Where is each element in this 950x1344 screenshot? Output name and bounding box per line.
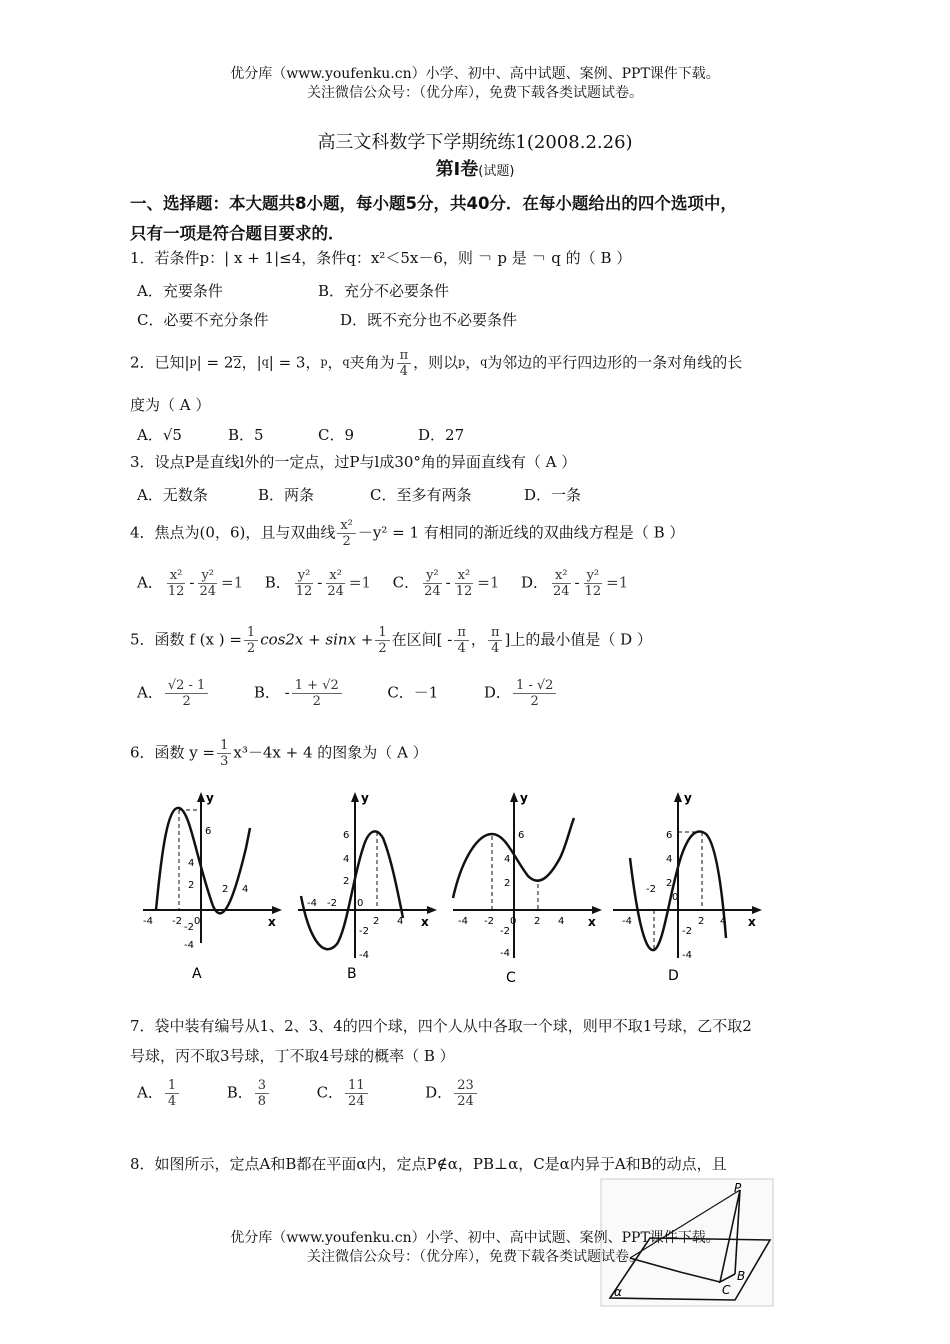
fig-label-b: B	[737, 1269, 746, 1283]
section-line-1: 一、选择题：本大题共8小题，每小题5分，共40分．在每小题给出的四个选项中，	[130, 194, 737, 213]
vector-p-3: p	[458, 355, 466, 369]
q7-d-frac: $\frac{23}{24}$	[454, 1078, 477, 1109]
q7-options	[137, 1078, 479, 1109]
graph-d-tick-y4: 4	[666, 854, 673, 865]
q4-c-frac1: $\frac{\text{y²}}{24}$	[424, 568, 441, 599]
q3-option-b: B．两条	[258, 486, 315, 504]
graph-d-tick-4: 4	[720, 916, 727, 927]
q4-b-eq: =1	[348, 573, 372, 592]
graph-d-tick-m2: -2	[646, 884, 656, 895]
q7-a-frac: $\frac{1}{4}$	[165, 1078, 179, 1109]
q2-option-d: D．27	[418, 426, 465, 444]
graph-c-tick-y4: 4	[504, 854, 511, 865]
graph-b-curve	[301, 831, 403, 949]
graph-b-tick-y2: 2	[343, 876, 350, 887]
q4-d-frac2: $\frac{\text{y²}}{12}$	[584, 568, 602, 599]
q1-option-d: D．既不充分也不必要条件	[340, 311, 518, 329]
q4-frac-x2-2: $\frac{\text{x²}}{2}$	[337, 518, 356, 549]
exam-part-note: (试题)	[478, 164, 515, 179]
graph-a-x-label: x	[268, 915, 276, 929]
question-4-stem	[130, 518, 684, 549]
q4-d-frac1: $\frac{\text{x²}}{24}$	[552, 568, 570, 599]
q2-text-b: | = 2	[196, 353, 234, 372]
graph-c-x-label: x	[588, 915, 596, 929]
graph-d-tick-2: 2	[698, 916, 705, 927]
q3-option-d: D．一条	[524, 486, 582, 504]
graph-c-tick-m4: -4	[458, 916, 468, 927]
q5-pi4-1: $\frac{\pi}{4}$	[454, 625, 469, 656]
graph-b-label: B	[347, 966, 357, 982]
graph-d-x-arrow	[752, 906, 762, 914]
graph-c	[453, 791, 602, 986]
question-3-stem: 3．设点P是直线l外的一定点，过P与l成30°角的异面直线有（ A ）	[130, 453, 577, 471]
q2-text-f: 夹角为	[349, 353, 395, 372]
footer-line-1: 优分库（www.youfenku.cn）小学、初中、高中试题、案例、PPT课件下载。	[230, 1230, 720, 1246]
question-7-stem-2: 号球，丙不取3号球，丁不取4号球的概率（ B ）	[130, 1047, 455, 1065]
q5-text-a: 5．函数 f (x ) =	[130, 630, 242, 649]
question-2-stem-2: 度为（ A ）	[130, 396, 211, 414]
q5-b-frac: $\frac{1 + √2}{2}$	[292, 678, 342, 709]
vector-q-2: q	[342, 355, 350, 369]
graph-b-y-label: y	[361, 791, 369, 805]
q2-option-b: B．5	[228, 426, 264, 444]
q4-b-frac1: $\frac{\text{y²}}{12}$	[295, 568, 313, 599]
q6-text-a: 6．函数 y =	[130, 743, 216, 762]
graph-a	[143, 791, 282, 982]
q2-text-d: | = 3，	[268, 353, 321, 372]
q4-option-c-label: C．	[392, 573, 420, 592]
q4-option-d-label: D．	[520, 573, 548, 592]
graph-b-x-arrow	[427, 906, 437, 914]
graph-d-tick-ym2: -2	[682, 926, 692, 937]
q2-text-h: ，	[465, 353, 481, 372]
section-line-2: 只有一项是符合题目要求的．	[130, 224, 345, 243]
q7-option-c-label: C．	[316, 1083, 344, 1102]
q1-option-b: B．充分不必要条件	[318, 282, 450, 300]
graph-c-label: C	[506, 970, 516, 986]
graph-a-tick-2: 2	[222, 884, 229, 895]
graph-b	[298, 791, 437, 982]
q2-angle-frac: $\frac{\pi}{4}$	[397, 348, 412, 379]
graph-a-x-arrow	[272, 906, 282, 914]
graph-d	[613, 791, 762, 984]
graph-c-tick-y2: 2	[504, 878, 511, 889]
vector-q: q	[261, 355, 269, 369]
graph-a-curve	[156, 808, 250, 913]
vector-p-2: p	[320, 355, 328, 369]
question-2-stem	[130, 348, 742, 379]
fig-label-alpha: α	[614, 1285, 622, 1299]
graph-d-tick-ym4: -4	[682, 950, 692, 961]
q4-c-minus: -	[445, 573, 451, 592]
graph-d-y-label: y	[684, 791, 692, 805]
footer-line-2: 关注微信公众号：（优分库），免费下载各类试题试卷。	[307, 1249, 643, 1265]
graph-c-tick-2: 2	[534, 916, 541, 927]
graph-b-tick-m2: -2	[327, 898, 337, 909]
q3-option-c: C．至多有两条	[370, 486, 472, 504]
question-7-stem-1: 7．袋中装有编号从1、2、3、4的四个球，四个人从中各取一个球，则甲不取1号球，乙不取2	[130, 1017, 752, 1035]
exam-title: 高三文科数学下学期统练1(2008.2.26)	[317, 132, 633, 153]
q5-a-frac: $\frac{√2 - 1}{2}$	[165, 678, 208, 709]
q5-pi4-2: $\frac{\pi}{4}$	[488, 625, 503, 656]
q4-text-b: －y² = 1 有相同的渐近线的双曲线方程是（ B ）	[357, 523, 685, 542]
q1-option-a: A．充要条件	[137, 282, 223, 300]
fig-label-p: P	[734, 1181, 742, 1195]
graph-d-y-arrow	[674, 792, 682, 802]
graph-d-x-label: x	[748, 915, 756, 929]
graph-a-tick-y4: 4	[188, 858, 195, 869]
q1-option-c: C．必要不充分条件	[137, 311, 269, 329]
q2-option-a: A．√5	[137, 426, 182, 444]
graph-c-tick-ym2: -2	[500, 926, 510, 937]
graph-c-tick-0: 0	[510, 916, 517, 927]
q4-c-eq: =1	[477, 573, 500, 592]
graph-c-x-arrow	[592, 906, 602, 914]
vector-q-3: q	[480, 355, 488, 369]
graph-a-tick-m2: -2	[172, 916, 182, 927]
graph-b-tick-m4: -4	[307, 898, 317, 909]
graph-a-tick-y2: 2	[188, 880, 195, 891]
q7-b-frac: $\frac{3}{8}$	[255, 1078, 269, 1109]
graph-b-tick-ym2: -2	[359, 926, 369, 937]
question-6-stem	[130, 738, 428, 769]
q4-d-minus: -	[574, 573, 580, 592]
question-8-stem: 8．如图所示，定点A和B都在平面α内，定点P∉α，PB⊥α，C是α内异于A和B的动点，且	[130, 1155, 727, 1173]
q5-text-d: ，	[470, 630, 486, 649]
graph-b-tick-6: 6	[343, 830, 350, 841]
q5-option-b-label: B． -	[253, 683, 290, 702]
graph-d-tick-m4: -4	[622, 916, 632, 927]
q7-option-d-label: D．	[425, 1083, 453, 1102]
graph-d-tick-0: 0	[672, 892, 679, 903]
graph-a-tick-4: 4	[242, 884, 249, 895]
graph-a-y-label: y	[206, 791, 214, 805]
q4-b-frac2: $\frac{\text{x²}}{24}$	[327, 568, 344, 599]
graph-a-tick-ym2: -2	[184, 922, 194, 933]
q2-text-c: ，|	[241, 353, 262, 372]
graph-d-tick-y2: 2	[666, 878, 673, 889]
q5-option-c: C．－1	[387, 683, 439, 702]
graph-a-y-arrow	[197, 792, 205, 802]
graph-b-tick-2: 2	[373, 916, 380, 927]
q2-text-g: ，则以	[413, 353, 459, 372]
graph-d-tick-6: 6	[666, 830, 673, 841]
q7-c-frac: $\frac{11}{24}$	[345, 1078, 368, 1109]
graph-a-label: A	[192, 966, 202, 982]
q2-root2: 2	[233, 356, 242, 372]
graph-c-y-arrow	[510, 792, 518, 802]
graph-b-tick-4: 4	[397, 916, 404, 927]
graph-b-tick-y4: 4	[343, 854, 350, 865]
q5-text-b: cos2x + sinx +	[260, 630, 374, 649]
graph-a-tick-ym4: -4	[184, 940, 194, 951]
graph-a-tick-m4: -4	[143, 916, 153, 927]
fig-label-c: C	[722, 1283, 731, 1297]
q6-graphs	[138, 788, 778, 988]
graph-b-y-arrow	[351, 792, 359, 802]
q5-text-e: ]上的最小值是（ D ）	[504, 630, 652, 649]
q6-text-b: x³－4x + 4 的图象为（ A ）	[233, 743, 428, 762]
q4-b-minus: -	[317, 573, 323, 592]
graph-a-tick-0: 0	[194, 916, 201, 927]
q4-a-frac2: $\frac{\text{y²}}{24}$	[199, 568, 217, 599]
graph-c-tick-4: 4	[558, 916, 565, 927]
q7-option-b-label: B．	[226, 1083, 253, 1102]
q5-half-1: $\frac{1}{2}$	[244, 625, 258, 656]
q3-option-a: A．无数条	[137, 486, 208, 504]
q4-options	[137, 568, 628, 599]
q4-a-minus: -	[189, 573, 195, 592]
q4-text-a: 4．焦点为(0，6)，且与双曲线	[130, 523, 336, 542]
graph-a-tick-6: 6	[205, 826, 212, 837]
graph-c-tick-ym4: -4	[500, 948, 510, 959]
q2-text-i: 为邻边的平行四边形的一条对角线的长	[487, 353, 743, 372]
q6-third: $\frac{1}{3}$	[217, 738, 231, 769]
q4-option-a-label: A．	[137, 573, 163, 592]
q4-c-frac2: $\frac{\text{x²}}{12}$	[455, 568, 473, 599]
q5-option-a-label: A．	[137, 683, 163, 702]
q5-d-frac: $\frac{1 - √2}{2}$	[513, 678, 556, 709]
q4-option-b-label: B．	[264, 573, 291, 592]
header-line-2: 关注微信公众号：（优分库），免费下载各类试题试卷。	[307, 85, 643, 101]
q2-text-e: ，	[327, 353, 343, 372]
question-1-stem: 1．若条件p：| x + 1|≤4，条件q：x²＜5x－6，则 ￢ p 是 ￢ q 的（ B ）	[130, 249, 632, 267]
graph-c-y-label: y	[520, 791, 528, 805]
graph-d-label: D	[668, 968, 679, 984]
q4-d-eq: =1	[606, 573, 629, 592]
graph-b-tick-0: 0	[357, 898, 364, 909]
q4-a-eq: =1	[221, 573, 244, 592]
q4-a-frac1: $\frac{\text{x²}}{12}$	[167, 568, 185, 599]
question-5-stem	[130, 625, 652, 656]
q5-option-d-label: D．	[483, 683, 511, 702]
graph-c-tick-6: 6	[518, 830, 525, 841]
exam-part-label: 第Ⅰ卷	[435, 159, 479, 180]
q5-text-c: 在区间[ -	[391, 630, 453, 649]
vector-p: p	[189, 355, 197, 369]
q5-half-2: $\frac{1}{2}$	[375, 625, 389, 656]
header-line-1: 优分库（www.youfenku.cn）小学、初中、高中试题、案例、PPT课件下载。	[230, 66, 720, 82]
q5-options	[137, 678, 558, 709]
graph-b-tick-ym4: -4	[359, 950, 369, 961]
q2-text-a: 2．已知|	[130, 353, 190, 372]
q2-option-c: C．9	[318, 426, 355, 444]
graph-c-tick-m2: -2	[484, 916, 494, 927]
graph-b-x-label: x	[421, 915, 429, 929]
q7-option-a-label: A．	[137, 1083, 163, 1102]
exam-part	[0, 155, 950, 181]
